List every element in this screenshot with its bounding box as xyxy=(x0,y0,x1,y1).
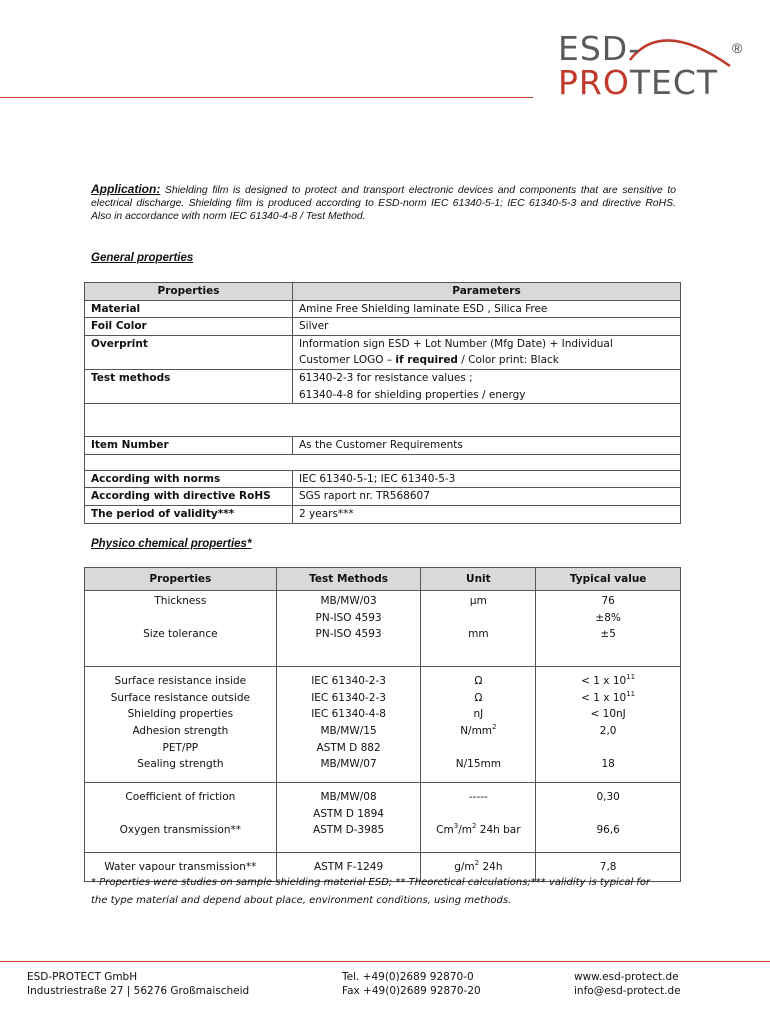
method-line1: MB/MW/15 xyxy=(320,724,377,737)
footer-contact xyxy=(574,970,681,998)
table-row xyxy=(85,591,681,627)
row-key: According with norms xyxy=(85,470,293,488)
unit-exponent: 2 xyxy=(492,722,497,731)
table-spacer-row xyxy=(85,404,681,437)
row-value: 2 years*** xyxy=(293,505,681,523)
footer-address: Industriestraße 27 | 56276 Großmaischeid xyxy=(27,985,250,997)
logo-line1: ESD- xyxy=(558,29,642,68)
cell-value: ±5 xyxy=(536,626,681,667)
overprint-line2 xyxy=(299,352,674,369)
value-base: < 1 x 10 xyxy=(581,675,627,688)
test-method-line2: 61340-4-8 for shielding properties / energy xyxy=(299,388,526,401)
cell-unit: ----- xyxy=(421,783,536,823)
table-row xyxy=(85,690,681,707)
cell-property: Surface resistance outside xyxy=(85,690,277,707)
method-line2: ASTM D 1894 xyxy=(313,807,384,820)
footer-email-link[interactable]: info@esd-protect.de xyxy=(574,985,681,997)
cell-value: 2,0 xyxy=(536,723,681,756)
cell-method: ASTM D-3985 xyxy=(276,822,421,853)
table-row xyxy=(85,822,681,853)
application-paragraph xyxy=(91,183,676,223)
unit-part1: Cm xyxy=(436,824,454,837)
table-row xyxy=(85,335,681,369)
logo-line2 xyxy=(558,63,719,102)
application-text: Shielding film is designed to protect and transport electronic devices and components that are sensitive to electrical discharge. Shielding film is produced according to ESD-norm IEC 61340-5-1; IEC 61340-5-3 and directive RoHS. Also in accordance with norm IEC 61340-4-8 / Test Method. xyxy=(91,185,676,222)
value-line2: ±8% xyxy=(595,611,621,624)
cell-unit: Ω xyxy=(421,667,536,690)
cell-value xyxy=(536,667,681,690)
header-properties: Properties xyxy=(85,568,277,591)
cell-property: Coefficient of friction xyxy=(85,783,277,823)
table-row xyxy=(85,706,681,723)
application-label: Application: xyxy=(91,182,161,196)
property-line2: PET/PP xyxy=(162,741,199,754)
registered-mark: ® xyxy=(732,40,743,56)
cell-method xyxy=(276,783,421,823)
cell-value: < 10nJ xyxy=(536,706,681,723)
unit-base: g/m xyxy=(454,861,475,874)
table-row xyxy=(85,756,681,783)
general-properties-title: General properties xyxy=(91,252,194,264)
cell-property: Water vapour transmission** xyxy=(85,853,277,882)
unit-exponent: 2 xyxy=(474,859,480,868)
table-row xyxy=(85,783,681,823)
footnote xyxy=(91,874,691,910)
footer-company-name: ESD-PROTECT GmbH xyxy=(27,971,138,983)
table-row xyxy=(85,369,681,403)
unit-suffix: 24h xyxy=(479,861,503,874)
row-key: The period of validity*** xyxy=(85,505,293,523)
cell-unit: mm xyxy=(421,626,536,667)
cell-method xyxy=(276,723,421,756)
spacer-cell xyxy=(85,404,681,437)
cell-property: Thickness xyxy=(85,591,277,627)
unit-exponent1: 3 xyxy=(453,822,459,831)
table-row xyxy=(85,667,681,690)
logo-pro: PRO xyxy=(558,63,630,102)
table-row xyxy=(85,318,681,336)
physico-chemical-title: Physico chemical properties* xyxy=(91,538,252,550)
row-key: Test methods xyxy=(85,369,293,403)
row-value: SGS raport nr. TR568607 xyxy=(293,488,681,506)
cell-property: Sealing strength xyxy=(85,756,277,783)
cell-unit xyxy=(421,723,536,756)
value-exponent: 11 xyxy=(626,673,636,682)
cell-value xyxy=(536,591,681,627)
cell-value: 18 xyxy=(536,756,681,783)
cell-unit: Ω xyxy=(421,690,536,707)
table-spacer-row xyxy=(85,454,681,470)
cell-value xyxy=(536,690,681,707)
method-line1: MB/MW/08 xyxy=(320,791,377,804)
method-line1: MB/MW/03 xyxy=(320,595,377,607)
company-logo xyxy=(552,26,752,104)
overprint-if-required: if required xyxy=(395,354,458,367)
row-value: As the Customer Requirements xyxy=(293,437,681,455)
cell-unit: nJ xyxy=(421,706,536,723)
value-base: < 1 x 10 xyxy=(581,691,627,704)
row-key: Item Number xyxy=(85,437,293,455)
table-row xyxy=(85,488,681,506)
unit-base: N/mm xyxy=(460,724,493,737)
unit-part3: 24h bar xyxy=(476,824,521,837)
spacer-cell xyxy=(85,454,681,470)
table-header-row xyxy=(85,283,681,301)
test-method-line1: 61340-2-3 for resistance values ; xyxy=(299,371,473,384)
table-row xyxy=(85,723,681,756)
table-row xyxy=(85,437,681,455)
row-key: Material xyxy=(85,300,293,318)
method-line2: PN-ISO 4593 xyxy=(315,611,382,624)
header-parameters: Parameters xyxy=(293,283,681,301)
logo-tect: TECT xyxy=(629,63,719,102)
header-test-methods: Test Methods xyxy=(276,568,421,591)
cell-method: IEC 61340-4-8 xyxy=(276,706,421,723)
cell-unit xyxy=(421,822,536,853)
cell-unit: N/15mm xyxy=(421,756,536,783)
value-line1: 76 xyxy=(601,595,615,607)
table-row xyxy=(85,300,681,318)
cell-method: IEC 61340-2-3 xyxy=(276,690,421,707)
cell-property: Surface resistance inside xyxy=(85,667,277,690)
table-row xyxy=(85,626,681,667)
header-properties: Properties xyxy=(85,283,293,301)
header-unit: Unit xyxy=(421,568,536,591)
property-line1: Adhesion strength xyxy=(132,724,229,737)
unit-exponent2: 2 xyxy=(471,822,477,831)
footnote-line1: * Properties were studies on sample shielding material ESD; ** Theoretical calculations;*** validity is typical for xyxy=(91,877,651,888)
cell-property xyxy=(85,723,277,756)
footer-rule xyxy=(0,961,770,962)
cell-property: Oxygen transmission** xyxy=(85,822,277,853)
cell-method: MB/MW/07 xyxy=(276,756,421,783)
header-typical-value: Typical value xyxy=(536,568,681,591)
table-header-row xyxy=(85,568,681,591)
row-value: Silver xyxy=(293,318,681,336)
footer-tel: Tel. +49(0)2689 92870-0 xyxy=(342,971,474,983)
cell-value: 96,6 xyxy=(536,822,681,853)
header-rule xyxy=(0,97,533,98)
footer-phone xyxy=(342,970,481,998)
cell-method: ASTM F-1249 xyxy=(276,853,421,882)
footer-website-link[interactable]: www.esd-protect.de xyxy=(574,971,679,983)
row-value: Amine Free Shielding laminate ESD , Silica Free xyxy=(293,300,681,318)
footer-fax: Fax +49(0)2689 92870-20 xyxy=(342,985,481,997)
unit-part2: /m xyxy=(458,824,472,837)
table-row xyxy=(85,505,681,523)
physico-chemical-table xyxy=(84,567,681,882)
cell-value: 7,8 xyxy=(536,853,681,882)
cell-method: PN-ISO 4593 xyxy=(276,626,421,667)
cell-value: 0,30 xyxy=(536,783,681,823)
row-value xyxy=(293,369,681,403)
row-value xyxy=(293,335,681,369)
overprint-logo: Customer LOGO – xyxy=(299,354,396,367)
row-key: Foil Color xyxy=(85,318,293,336)
footnote-line2: the type material and depend about place, environment conditions, using methods. xyxy=(91,895,512,906)
cell-unit: µm xyxy=(421,591,536,627)
method-line2: ASTM D 882 xyxy=(316,741,381,754)
cell-method: IEC 61340-2-3 xyxy=(276,667,421,690)
general-properties-table xyxy=(84,282,681,524)
overprint-color: / Color print: Black xyxy=(457,354,559,367)
footer-company xyxy=(27,970,249,998)
value-exponent: 11 xyxy=(626,689,636,698)
cell-property: Shielding properties xyxy=(85,706,277,723)
row-key: According with directive RoHS xyxy=(85,488,293,506)
row-value: IEC 61340-5-1; IEC 61340-5-3 xyxy=(293,470,681,488)
overprint-line1: Information sign ESD + Lot Number (Mfg Date) + Individual xyxy=(299,337,613,350)
table-row xyxy=(85,470,681,488)
cell-method xyxy=(276,591,421,627)
row-key: Overprint xyxy=(85,335,293,369)
cell-property: Size tolerance xyxy=(85,626,277,667)
